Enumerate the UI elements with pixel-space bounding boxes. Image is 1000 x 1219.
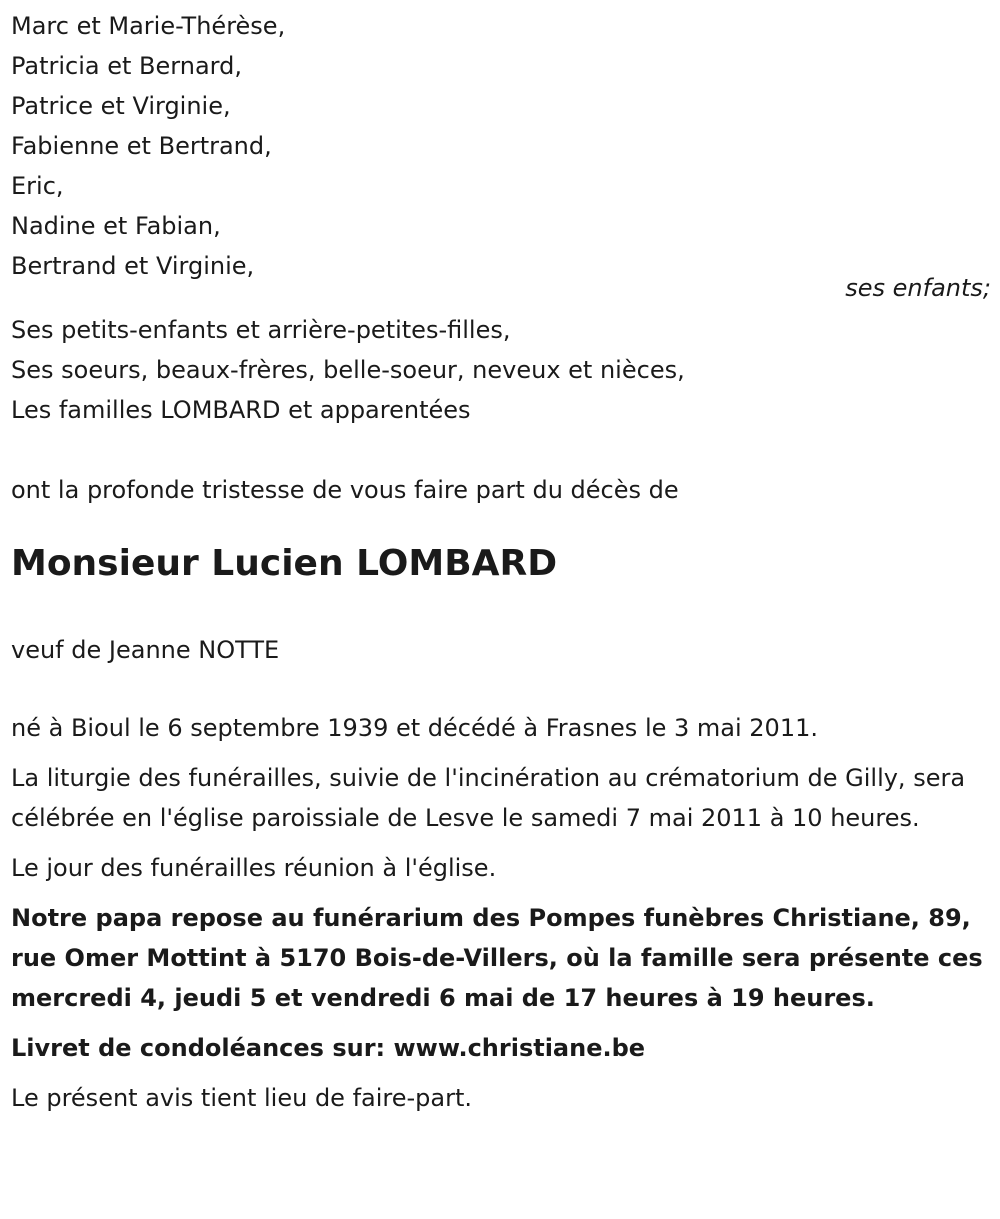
child-line: Bertrand et Virginie,: [11, 252, 255, 280]
announcement-text: ont la profonde tristesse de vous faire part du décès de: [11, 476, 679, 504]
meeting-text: Le jour des funérailles réunion à l'église.: [11, 854, 497, 882]
relatives-line: Ses soeurs, beaux-frères, belle-soeur, neveux et nièces,: [11, 356, 685, 384]
notice-text: Le présent avis tient lieu de faire-part.: [11, 1084, 473, 1112]
condolences-text: Livret de condoléances sur: www.christiane.be: [11, 1034, 646, 1062]
birth-death-text: né à Bioul le 6 septembre 1939 et décédé à Frasnes le 3 mai 2011.: [11, 714, 818, 742]
relatives-line: Les familles LOMBARD et apparentées: [11, 396, 471, 424]
widow-of-text: veuf de Jeanne NOTTE: [11, 636, 280, 664]
children-role-label: ses enfants;: [845, 274, 991, 302]
obituary-notice: [11, 6, 991, 1118]
child-line: Patricia et Bernard,: [11, 52, 242, 80]
viewing-text: Notre papa repose au funérarium des Pompes funèbres Christiane, 89, rue Omer Mottint à 5170 Bois-de-Villers, où la famille sera présente ces mercredi 4, jeudi 5 et vendredi 6 mai de 17 heures à 19 heures.: [11, 904, 983, 1012]
relatives-list: [11, 310, 991, 430]
child-line: Marc et Marie-Thérèse,: [11, 12, 286, 40]
deceased-name: Monsieur Lucien LOMBARD: [11, 543, 558, 584]
child-line: Fabienne et Bertrand,: [11, 132, 272, 160]
children-list: [11, 6, 991, 286]
child-line: Eric,: [11, 172, 64, 200]
child-line: Nadine et Fabian,: [11, 212, 221, 240]
relatives-line: Ses petits-enfants et arrière-petites-filles,: [11, 316, 511, 344]
child-line: Patrice et Virginie,: [11, 92, 231, 120]
liturgy-text: La liturgie des funérailles, suivie de l'incinération au crématorium de Gilly, sera célébrée en l'église paroissiale de Lesve le samedi 7 mai 2011 à 10 heures.: [11, 764, 966, 832]
